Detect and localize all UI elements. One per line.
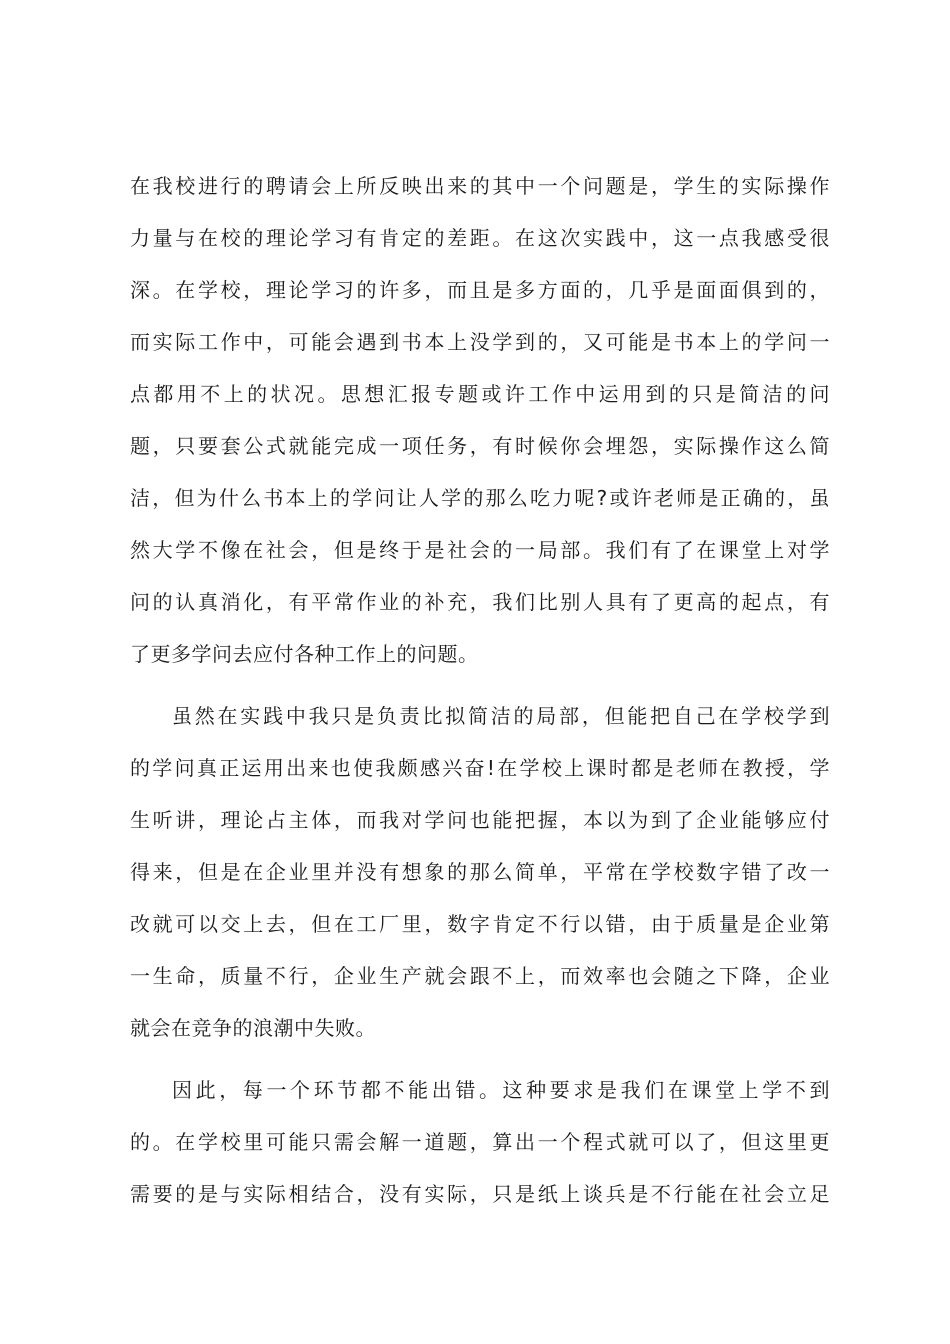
- paragraph-gap: [130, 1054, 830, 1064]
- text-line: 就会在竞争的浪潮中失败。: [130, 1016, 376, 1040]
- text-line: 力量与在校的理论学习有肯定的差距。在这次实践中，这一点我感受很: [130, 226, 830, 250]
- paragraph-1: [130, 160, 830, 680]
- text-line: 一生命，质量不行，企业生产就会跟不上，而效率也会随之下降，企业: [130, 964, 830, 988]
- text-line: 深。在学校，理论学习的许多，而且是多方面的，几乎是面面俱到的，: [130, 278, 830, 302]
- text-line: 因此，每一个环节都不能出错。这种要求是我们在课堂上学不到: [172, 1078, 830, 1102]
- text-line: 得来，但是在企业里并没有想象的那么简单，平常在学校数字错了改一: [130, 860, 830, 884]
- text-line: 而实际工作中，可能会遇到书本上没学到的，又可能是书本上的学问一: [130, 330, 830, 354]
- text-line: 问的认真消化，有平常作业的补充，我们比别人具有了更高的起点，有: [130, 590, 830, 614]
- paragraph-gap: [130, 680, 830, 690]
- text-line: 然大学不像在社会，但是终于是社会的一局部。我们有了在课堂上对学: [130, 538, 830, 562]
- text-line: 虽然在实践中我只是负责比拟简洁的局部，但能把自己在学校学到: [172, 704, 830, 728]
- text-line: 了更多学问去应付各种工作上的问题。: [130, 642, 479, 666]
- text-line: 生听讲，理论占主体，而我对学问也能把握，本以为到了企业能够应付: [130, 808, 830, 832]
- text-line: 改就可以交上去，但在工厂里，数字肯定不行以错，由于质量是企业第: [130, 912, 830, 936]
- paragraph-2: [130, 690, 830, 1054]
- text-line: 题，只要套公式就能完成一项任务，有时候你会埋怨，实际操作这么简: [130, 434, 830, 458]
- paragraph-3: [130, 1064, 830, 1220]
- text-line: 的学问真正运用出来也使我颇感兴奋!在学校上课时都是老师在教授，学: [130, 756, 830, 780]
- body-text: [130, 160, 830, 1220]
- text-line: 点都用不上的状况。思想汇报专题或许工作中运用到的只是简洁的问: [130, 382, 830, 406]
- text-line: 洁，但为什么书本上的学问让人学的那么吃力呢?或许老师是正确的，虽: [130, 486, 830, 510]
- text-line: 的。在学校里可能只需会解一道题，算出一个程式就可以了，但这里更: [130, 1130, 830, 1154]
- text-line: 需要的是与实际相结合，没有实际，只是纸上谈兵是不行能在社会立足: [130, 1182, 830, 1206]
- text-line: 在我校进行的聘请会上所反映出来的其中一个问题是，学生的实际操作: [130, 174, 830, 198]
